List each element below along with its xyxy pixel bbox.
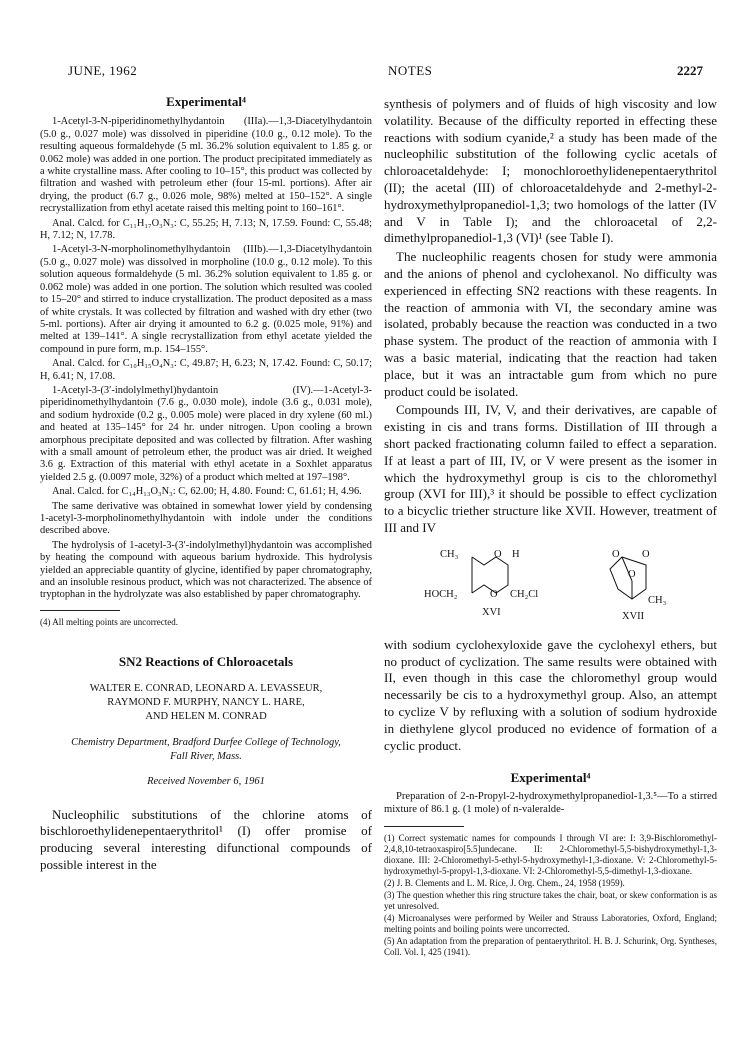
paragraph: 1-Acetyl-3-N-piperidinomethylhydantoin (IIIa).—1,3-Diacetylhydantoin (5.0 g., 0.027 mole) was dissolved in piperidine (10.0 g., 0.12 mole). To the resulting aqueous formaldehyde (5 ml. 36.2% solution equivalent to 1.85 g. or 0.062 mole) was added in one portion. The product precipitated immediately as a white crystalline mass. After cooling to 10–15°, this product was collected by filtration and washed with petroleum ether (four 15-ml. portions). After air drying, the product (6.7 g., 0.026 mole, 98%) melted at 150–152°. A single recrystallization from ethyl acetate raised this melting point to 160–161°.: [40, 116, 372, 215]
s2-o3: O: [628, 568, 636, 580]
structures-figure: [384, 543, 717, 631]
affiliation-line: Chemistry Department, Bradford Durfee College of Technology,: [71, 737, 341, 749]
s2-o2: O: [642, 548, 650, 560]
footnote-rule: [384, 826, 464, 827]
s2-o1: O: [612, 548, 620, 560]
affiliation: [40, 736, 372, 764]
intro-paragraph: Nucleophilic substitutions of the chlorine atoms of bischloroethylidenepentaerythritol¹ (I) offer promise of producing several interesting difunctional compounds of possible interest in the: [40, 806, 372, 873]
header-section: NOTES: [388, 63, 433, 78]
s1-hoch2: HOCH₂: [424, 588, 458, 600]
author-line: RAYMOND F. MURPHY, NANCY L. HARE,: [107, 697, 305, 709]
footnote: (2) J. B. Clements and L. M. Rice, J. Org. Chem., 24, 1958 (1959).: [384, 878, 625, 889]
footnote: (1) Correct systematic names for compounds I through VI are: I: 3,9-Bischloromethyl-2,4,8,10-tetraoxaspiro[5.5]undecane. II: 2-Chloromethyl-5,5-bishydroxymethyl-1,3-dioxane. III: 2-Chloromethyl-5-ethyl-5-hydroxymethyl-1,3-dioxane. V: 2-Chloromethyl-5-hydroxymethyl-5-propyl-1,3-dioxane. VI: 2-Chloromethyl-5,5-dimethyl-1,3-dioxane.: [384, 833, 717, 877]
s1-label: XVI: [482, 606, 501, 618]
footnotes: [384, 833, 717, 958]
left-column: [40, 96, 372, 876]
s1-ch3: CH₃: [440, 548, 459, 560]
paragraph: synthesis of polymers and of fluids of high viscosity and low volatility. Because of the difficulty reported in effecting these reactions with sodium cyanide,² a study has been made of the nucleophilic substitution of the following cyclic acetals of chloroacetaldehyde: I; monochloroethylidenepentaerythritol (II); the acetal (III) of chloroacetaldehyde and 2-methyl-2-hydroxymethylpropanediol-1,3; two homologs of the latter (IV and V in Table I); and the chloroacetal of 2,2-dimethylpropanediol-1,3 (VI)¹ (see Table I).: [384, 96, 717, 246]
s1-o-top: O: [494, 548, 502, 560]
paragraph: The nucleophilic reagents chosen for study were ammonia and the anions of phenol and cyclohexanol. No difficulty was experienced in effecting SN2 reactions with these reagents. In the reaction of ammonia with VI, the secondary amine was isolated, probably because the reaction was conducted in a two phase system. The product of the reaction of ammonia with I was a basic material, indicating that the reaction had taken place, but it was an intractable gum from which no pure product could be isolated.: [384, 249, 717, 399]
header-date: JUNE, 1962: [68, 63, 138, 78]
paragraph: The hydrolysis of 1-acetyl-3-(3′-indolylmethyl)hydantoin was accomplished by heating the compound with aqueous barium hydroxide. This hydrolysis yielded an appreciable quantity of glycine, identified by paper chromatography, and an insoluble resinous product, which was not characterized. The absence of tryptophan in the hydrolyzate was also established by paper chromatography.: [40, 539, 372, 601]
authors: [40, 682, 372, 724]
prep-paragraph: Preparation of 2-n-Propyl-2-hydroxymethylpropanediol-1,3.⁵—To a stirred mixture of 86.1 g. (1 mole) of n-valeralde-: [384, 791, 717, 815]
author-line: WALTER E. CONRAD, LEONARD A. LEVASSEUR,: [89, 683, 323, 695]
s2-ch3: CH₃: [648, 594, 667, 606]
running-header: [68, 63, 703, 81]
footnote: (3) The question whether this ring structure takes the chair, boat, or skew conformation is as yet unresolved.: [384, 890, 717, 912]
paragraph: Anal. Calcd. for C₁₄H₁₃O₃N₃: C, 62.00; H, 4.80. Found: C, 61.61; H, 4.96.: [52, 486, 362, 498]
affiliation-line: Fall River, Mass.: [170, 751, 242, 763]
footnote: (4) All melting points are uncorrected.: [40, 616, 178, 627]
author-line: AND HELEN M. CONRAD: [145, 711, 267, 723]
s2-label: XVII: [622, 610, 645, 622]
paragraph: 1-Acetyl-3-N-morpholinomethylhydantoin (IIIb).—1,3-Diacetylhydantoin (5.0 g., 0.027 mole) was dissolved in morpholine (10.0 g., 0.12 mole). To this solution aqueous formaldehyde (5 ml. 36.2% solution equivalent to 1.85 g. or 0.062 mole) was added in one portion. The solution which resulted was cooled to 15–20° and stirred to induce crystallization. The product deposited as a mass of white crystals. It was collected by filtration and washed with dry ether (two 5-ml. portions). After air drying it amounted to 6.2 g. (0.025 mole, 91%) and melted at 139–141°. A single recrystallization from ethyl acetate yielded the compound in pure form, m.p. 154–155°.: [40, 244, 372, 355]
experimental-heading: Experimental⁴: [166, 94, 246, 109]
s1-o-bottom: O: [490, 588, 498, 600]
paragraph: with sodium cyclohexyloxide gave the cyclohexyl ethers, but no product of cyclization. The same results were obtained with II, even though in this case the chloromethyl group would necessarily be cis to a hydroxymethyl group. Also, an attempt to cyclize V by refluxing with a solution of sodium hydroxide in diethylene glycol produced no evidence of formation of a cyclic product.: [384, 636, 717, 753]
paragraph: 1-Acetyl-3-(3′-indolylmethyl)hydantoin (IV).—1-Acetyl-3-piperidinomethylhydantoin (7.6 g., 0.030 mole), indole (3.6 g., 0.031 mole), and sodium hydroxide (0.2 g., 0.005 mole) were placed in dry xylene (60 ml.) and heated at 135–145° for 24 hr. under nitrogen. Upon cooling a brown amorphous precipitate deposited and was collected by filtration. After washing with a small amount of petroleum ether, the product was air dried. It weighed 3.6 g. Extraction of this material with ethyl acetate in a Soxhlet apparatus yielded 2.5 g. (0.0097 mole, 32%) of a product which melted at 197–198°.: [40, 384, 372, 483]
experimental-heading-2: Experimental⁴: [510, 770, 591, 786]
received-date: Received November 6, 1961: [147, 776, 265, 788]
footnote-rule: [40, 610, 120, 611]
paragraph: The same derivative was obtained in somewhat lower yield by condensing 1-acetyl-3-morpholinomethylhydantoin with indole under the conditions described above.: [40, 500, 372, 537]
s1-ch2cl: CH₂Cl: [510, 588, 539, 600]
footnote: (4) Microanalyses were performed by Weiler and Strauss Laboratories, Oxford, England; melting points and boiling points were uncorrected.: [384, 913, 717, 935]
page-number: 2227: [677, 63, 703, 78]
paragraph: Compounds III, IV, V, and their derivatives, are capable of existing in cis and trans forms. Distillation of III through a short packed fractionating column failed to effect a separation. If at least a part of III, IV, or V were present as the isomer in which the hydroxymethyl group is cis to the chloromethyl group (XVI for III),³ it should be possible to effect cyclization to a bicyclic triether structure like XVII. However, treatment of III and IV: [384, 402, 717, 535]
article-title: SN2 Reactions of Chloroacetals: [118, 653, 294, 669]
paragraph: Anal. Calcd. for C₁₀H₁₅O₄N₃: C, 49.87; H, 6.23; N, 17.42. Found: C, 50.17; H, 6.41; N, 17.08.: [40, 358, 372, 382]
right-column: [384, 96, 717, 959]
footnote: (5) An adaptation from the preparation of pentaerythritol. H. B. J. Schurink, Org. Syntheses, Coll. Vol. I, 425 (1941).: [384, 936, 717, 958]
paragraph: Anal. Calcd. for C₁₁H₁₇O₃N₃: C, 55.25; H, 7.13; N, 17.59. Found: C, 55.48; H, 7.12; N, 17.78.: [40, 217, 372, 242]
s1-h: H: [512, 548, 520, 560]
